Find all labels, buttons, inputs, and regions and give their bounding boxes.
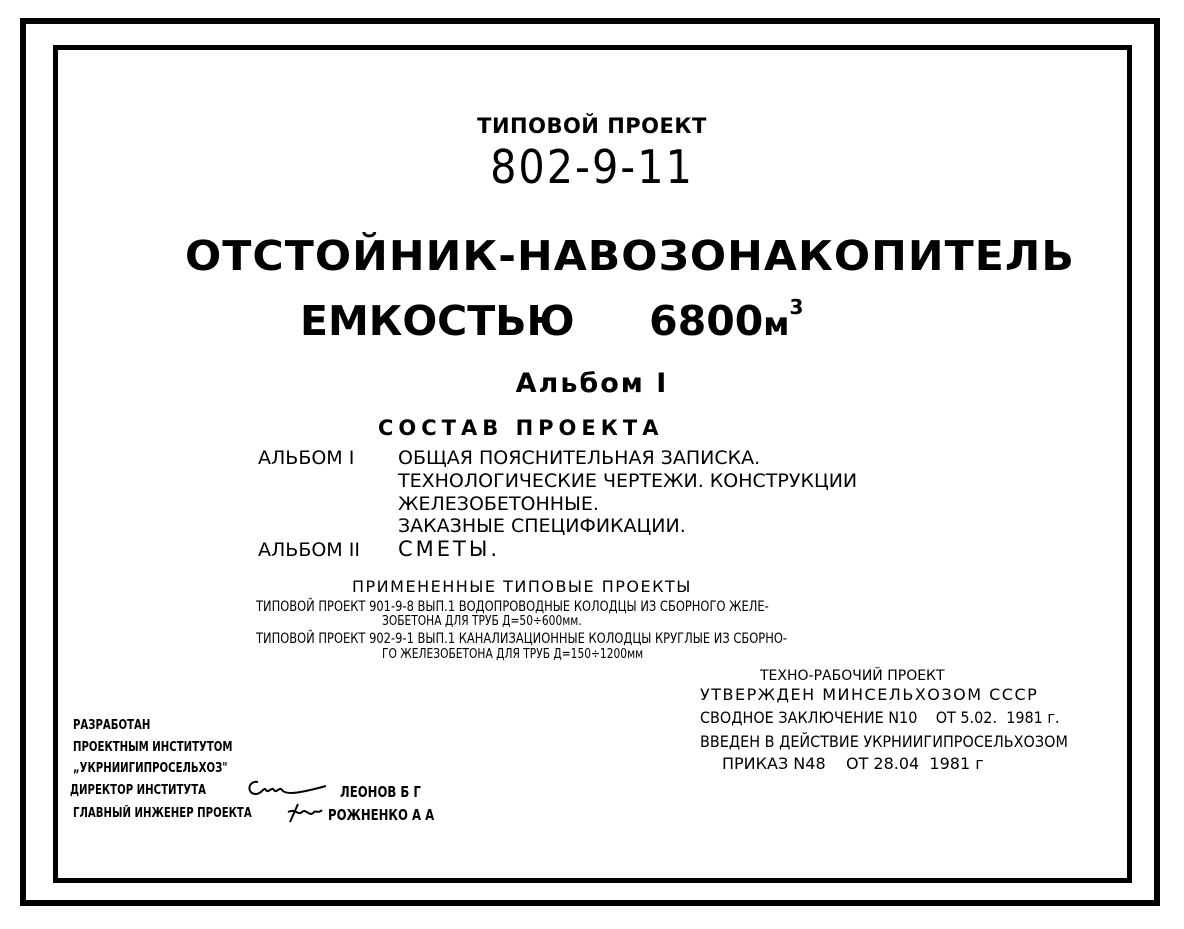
applied-project-line: ТИПОВОЙ ПРОЕКТ 901-9-8 ВЫП.1 ВОДОПРОВОДНЫЕ КОЛОДЦЫ ИЗ СБОРНОГО ЖЕЛЕ- [256, 599, 769, 615]
applied-project-line: ТИПОВОЙ ПРОЕКТ 902-9-1 ВЫП.1 КАНАЛИЗАЦИОННЫЕ КОЛОДЦЫ КРУГЛЫЕ ИЗ СБОРНО- [256, 631, 788, 647]
album-1-line: ТЕХНОЛОГИЧЕСКИЕ ЧЕРТЕЖИ. КОНСТРУКЦИИ [398, 470, 858, 492]
title-line-1: ОТСТОЙНИК-НАВОЗОНАКОПИТЕЛЬ [185, 232, 1075, 280]
approval-line: ПРИКАЗ N48 ОТ 28.04 1981 г [722, 754, 984, 773]
engineer-signature [284, 802, 324, 826]
applied-projects-heading: ПРИМЕНЕННЫЕ ТИПОВЫЕ ПРОЕКТЫ [352, 577, 692, 596]
approval-line: ТЕХНО-РАБОЧИЙ ПРОЕКТ [760, 668, 945, 684]
approval-line: СВОДНОЕ ЗАКЛЮЧЕНИЕ N10 ОТ 5.02. 1981 г. [700, 708, 1060, 727]
series-label: ТИПОВОЙ ПРОЕКТ [477, 114, 707, 138]
developer-line: ПРОЕКТНЫМ ИНСТИТУТОМ [73, 740, 233, 755]
album-2-text: СМЕТЫ. [398, 537, 501, 561]
engineer-name: РОЖНЕНКО А А [328, 806, 435, 824]
album-1-line: ЖЕЛЕЗОБЕТОННЫЕ. [398, 493, 599, 515]
title-capacity-unit-sup: 3 [789, 295, 804, 320]
project-code: 802-9-11 [490, 140, 694, 194]
director-role: ДИРЕКТОР ИНСТИТУТА [70, 783, 206, 798]
applied-project-line: ГО ЖЕЛЕЗОБЕТОНА ДЛЯ ТРУБ Д=150÷1200мм [382, 647, 644, 662]
director-name: ЛЕОНОВ Б Г [340, 783, 421, 801]
applied-project-line: ЗОБЕТОНА ДЛЯ ТРУБ Д=50÷600мм. [382, 614, 582, 629]
composition-heading: СОСТАВ ПРОЕКТА [378, 416, 664, 440]
title-line-2 [300, 297, 803, 345]
album-2-label: АЛЬБОМ II [258, 539, 360, 561]
album-1-label: АЛЬБОМ I [258, 447, 355, 469]
developer-line: РАЗРАБОТАН [73, 718, 151, 733]
engineer-role: ГЛАВНЫЙ ИНЖЕНЕР ПРОЕКТА [73, 806, 252, 821]
album-title: Альбом I [515, 368, 669, 399]
title-capacity-unit: м [763, 305, 790, 343]
approval-line: ВВЕДЕН В ДЕЙСТВИЕ УКРНИИГИПРОСЕЛЬХОЗОМ [700, 732, 1068, 751]
title-capacity-word: ЕМКОСТЬЮ [300, 297, 575, 345]
album-1-line: ЗАКАЗНЫЕ СПЕЦИФИКАЦИИ. [398, 515, 686, 537]
developer-line: „УКРНИИГИПРОСЕЛЬХОЗ" [73, 761, 228, 776]
approval-line: УТВЕРЖДЕН МИНСЕЛЬХОЗОМ СССР [700, 685, 1039, 704]
title-capacity-value: 6800 [649, 297, 764, 345]
album-1-line: ОБЩАЯ ПОЯСНИТЕЛЬНАЯ ЗАПИСКА. [398, 447, 761, 469]
director-signature [244, 776, 330, 802]
